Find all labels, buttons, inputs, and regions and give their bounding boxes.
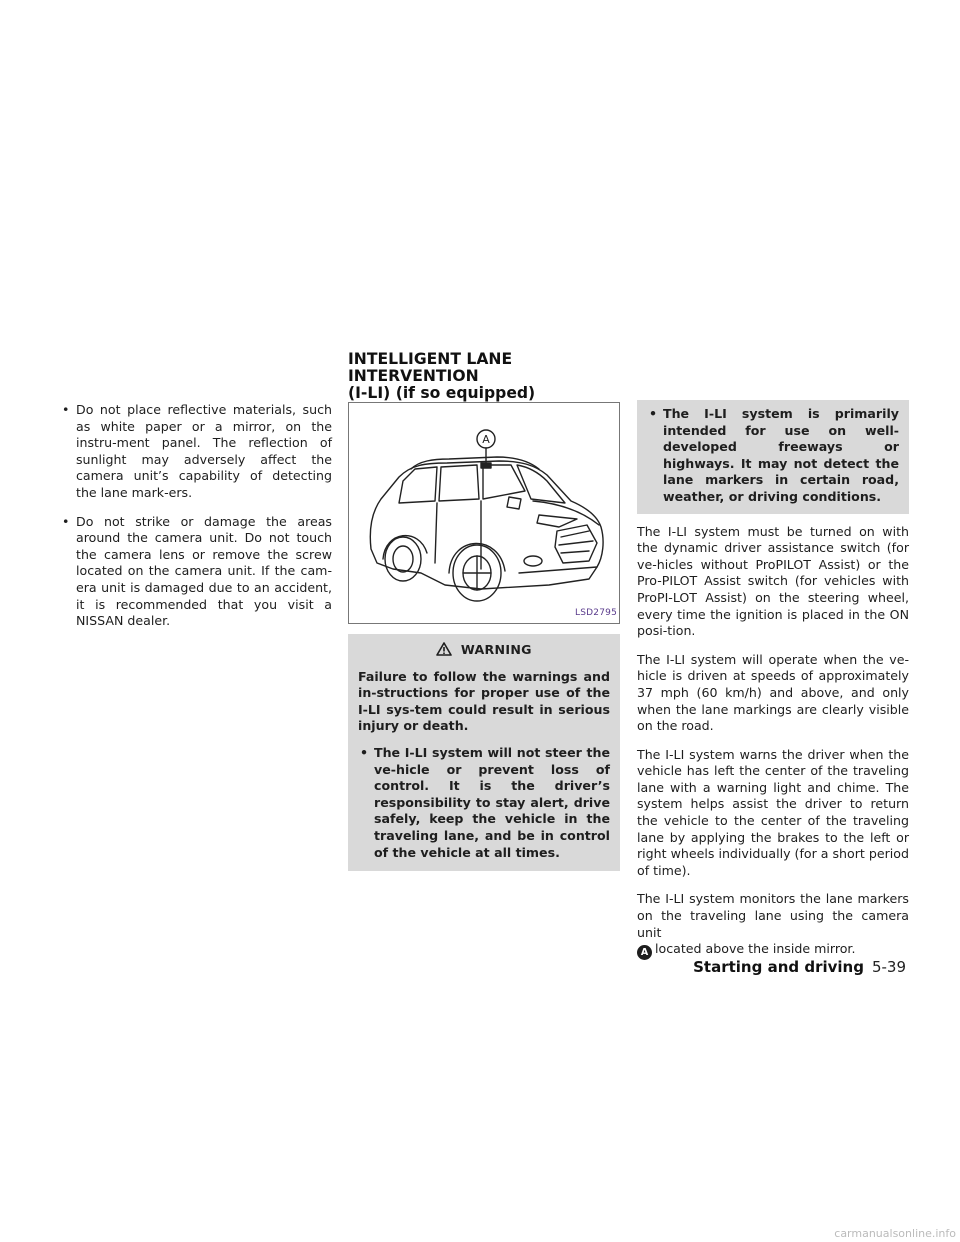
warning-intro: Failure to follow the warnings and in-structions for proper use of the I-LI sys-tem could result in serious injury or death. — [358, 668, 610, 734]
middle-column — [348, 402, 620, 871]
bullet-text: The I-LI system is primarily intended for use on well-developed freeways or highways. It may not detect the lane markers in certain road, weather, or driving conditions. — [663, 406, 899, 504]
warning-box — [348, 634, 620, 871]
left-column — [60, 402, 332, 642]
figure-code: LSD2795 — [575, 608, 617, 619]
watermark[interactable]: carmanualsonline.info — [834, 1227, 956, 1240]
bullet-dot: • — [649, 406, 658, 421]
callout-a-icon: A — [637, 945, 652, 960]
list-item — [647, 406, 899, 506]
camera-text-after: located above the inside mirror. — [655, 941, 856, 957]
warning-triangle-icon — [436, 642, 452, 656]
footer-section-name: Starting and driving — [693, 958, 864, 976]
bullet-text: Do not place reflective materials, such as white paper or a mirror, on the instru-ment panel. The reflection of sunlight may adversely affect the camera unit’s capability of detecting the lane mark-ers. — [76, 402, 332, 500]
page-footer — [693, 958, 906, 976]
body-paragraph: The I-LI system warns the driver when the vehicle has left the center of the traveling lane with a warning light and chime. The system helps assist the driver to return the vehicle to the center of the traveling lane by applying the brakes to the left or right wheels individually (for a short period of time). — [637, 746, 909, 878]
vehicle-illustration — [348, 402, 620, 624]
bullet-dot: • — [360, 744, 369, 760]
warning-box-continued — [637, 400, 909, 514]
page-number: 5-39 — [871, 958, 906, 976]
bullet-dot: • — [62, 402, 70, 417]
list-item — [60, 402, 332, 502]
bullet-text: Do not strike or damage the areas around the camera unit. Do not touch the camera lens or remove the screw located on the camera unit. If the cam-era unit is damaged due to an accident, it is recommended that you visit a NISSAN dealer. — [76, 513, 332, 629]
warning-heading — [358, 642, 610, 659]
list-item — [358, 745, 610, 861]
suv-drawing-icon — [349, 403, 619, 623]
bullet-dot: • — [62, 513, 70, 529]
body-paragraph: The I-LI system will operate when the ve-hicle is driven at speeds of approximately 37 mph (60 km/h) and above, and only when the lane markings are clearly visible on the road. — [637, 651, 909, 734]
bullet-text: The I-LI system will not steer the ve-hicle or prevent loss of control. It is the driver’s responsibility to stay alert, drive safely, keep the vehicle in the traveling lane, and be in control of the vehicle at all times. — [374, 744, 610, 860]
section-title-line1: INTELLIGENT LANE INTERVENTION — [348, 350, 513, 385]
warning-heading-text: WARNING — [460, 642, 532, 657]
right-column — [637, 402, 909, 972]
figure-callout-label: A — [482, 433, 490, 446]
body-paragraph: The I-LI system must be turned on with the dynamic driver assistance switch (for ve-hicles without ProPILOT Assist) or the Pro-PILOT Assist switch (for vehicles with ProPI-LOT Assist) on the steering wheel, every time the ignition is placed in the ON posi-tion. — [637, 523, 909, 639]
camera-text-before: The I-LI system monitors the lane markers on the traveling lane using the camera unit — [637, 891, 909, 940]
body-paragraph-camera — [637, 891, 909, 960]
section-title-line2: (I-LI) (if so equipped) — [348, 384, 536, 402]
section-title — [348, 351, 638, 402]
list-item — [60, 514, 332, 630]
